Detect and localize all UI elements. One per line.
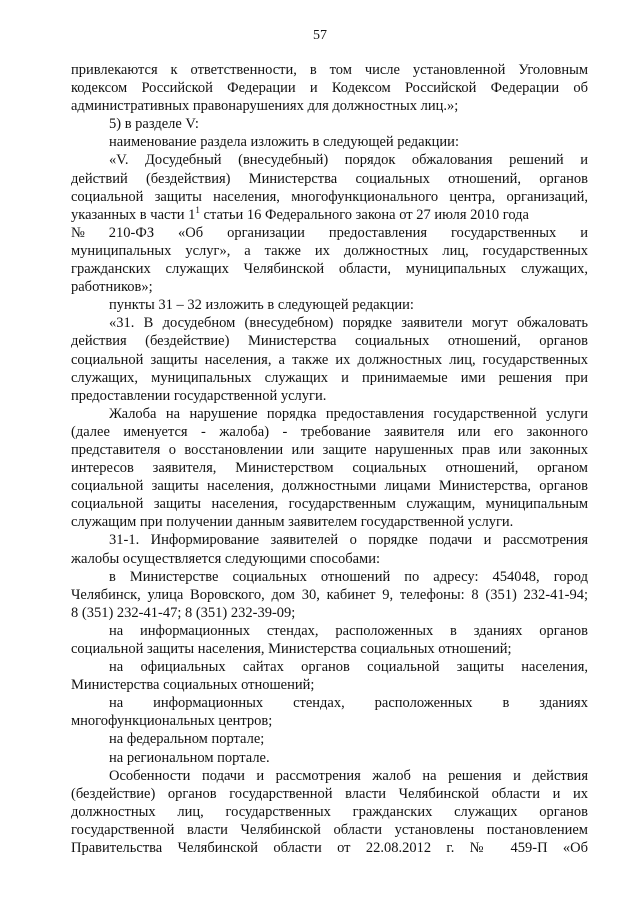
text-line: Правительства Челябинской области от 22.08.2012 г. № 459-П «Об [71, 840, 588, 857]
text-line: в Министерстве социальных отношений по адресу: 454048, город [109, 568, 588, 585]
superscript: 1 [195, 204, 200, 215]
text-line: служащих, муниципальных служащих и принимаемые ими решения при [71, 369, 588, 386]
document-text [71, 61, 588, 857]
text-line: Челябинск, улица Воровского, дом 30, кабинет 9, телефоны: 8 (351) 232-41-94; [71, 586, 588, 603]
text-line: предоставлении государственной услуги. [71, 387, 327, 404]
word: расположенных [374, 695, 473, 712]
text-fragment: указанных в части $1^1$ статьи 16 Федерального закона от 27 июля 2010 года [71, 204, 529, 223]
text-line: (далее именуется - жалоба) - требование заявителя или его законного [71, 423, 588, 440]
text-line: должностных лиц, государственных гражданских служащих органов [71, 803, 588, 820]
text-line-spaced [71, 694, 588, 712]
text-line: на информационных стендах, расположенных в зданиях органов [109, 622, 588, 639]
text-line: пункты 31 – 32 изложить в следующей редакции: [109, 297, 414, 314]
text-line: гражданских служащих Челябинской области, муниципальных служащих, [71, 261, 588, 278]
text-line-with-superscript [71, 206, 588, 224]
text-line: социальной защиты населения, государственным служащим, муниципальным [71, 496, 588, 513]
text-line: служащим при получении данным заявителем государственной услуги. [71, 514, 514, 531]
text-line: государственной власти Челябинской области установлены постановлением [71, 821, 588, 838]
text-line: многофункциональных центров; [71, 713, 273, 730]
word: и [580, 224, 588, 241]
text-line: социальной защиты населения, Министерства социальных отношений; [71, 641, 512, 657]
word: зданиях [539, 695, 588, 712]
text-line: 5) в разделе V: [109, 116, 199, 133]
text-line: муниципальных услуг», а также их должностных лиц, государственных [71, 242, 588, 259]
word: на [109, 695, 124, 712]
text-line: действий (бездействия) Министерства социальных отношений, органов [71, 170, 588, 187]
word: № [71, 224, 85, 241]
text-line: наименование раздела изложить в следующей редакции: [109, 134, 459, 151]
text-line: социальной защиты населения, должностными лицами Министерства, органов [71, 478, 588, 495]
text-line: на официальных сайтах органов социальной защиты населения, [109, 659, 588, 676]
text-line: (бездействие) органов государственной власти Челябинской области и их [71, 785, 588, 802]
text-line: на федеральном портале; [109, 731, 265, 748]
text-line: действия (бездействие) Министерства социальных отношений, органов [71, 333, 588, 350]
text-line: административных правонарушениях для должностных лиц.»; [71, 98, 459, 115]
text-line-spaced [71, 224, 588, 242]
text-line: Особенности подачи и рассмотрения жалоб на решения и действия [109, 767, 588, 784]
text-line: работников»; [71, 279, 153, 296]
text-line: 8 (351) 232-41-47; 8 (351) 232-39-09; [71, 604, 296, 621]
word: «Об [178, 224, 204, 241]
word: государственных [450, 224, 557, 241]
text-line: «31. В досудебном (внесудебном) порядке заявители могут обжаловать [109, 315, 588, 332]
word: организации [227, 224, 305, 241]
text-line: социальной защиты населения, а также их должностных лиц, государственных [71, 351, 588, 368]
text-line: жалобы осуществляется следующими способами: [71, 550, 381, 567]
text-line: Министерства социальных отношений; [71, 677, 315, 694]
word: стендах, [293, 695, 345, 712]
text-line: интересов заявителя, Министерством социальных отношений, органом [71, 460, 588, 477]
word: информационных [153, 695, 264, 712]
word: 210-ФЗ [108, 224, 155, 241]
text-line: Жалоба на нарушение порядка предоставления государственной услуги [109, 405, 588, 422]
text-line: «V. Досудебный (внесудебный) порядок обжалования решений и [109, 152, 588, 169]
word: в [502, 695, 510, 712]
page-number: 57 [313, 28, 327, 43]
word: предоставления [328, 224, 428, 241]
text-line: на региональном портале. [109, 749, 270, 766]
text-line: 31-1. Информирование заявителей о порядке подачи и рассмотрения [109, 532, 588, 549]
text-line: социальной защиты населения, многофункционального центра, организаций, [71, 188, 588, 205]
text-line: привлекаются к ответственности, в том числе установленной Уголовным [71, 62, 588, 78]
text-line: представителя о восстановлении или защите нарушенных прав или законных [71, 441, 588, 458]
text-line: кодексом Российской Федерации и Кодексом Российской Федерации об [71, 80, 588, 97]
